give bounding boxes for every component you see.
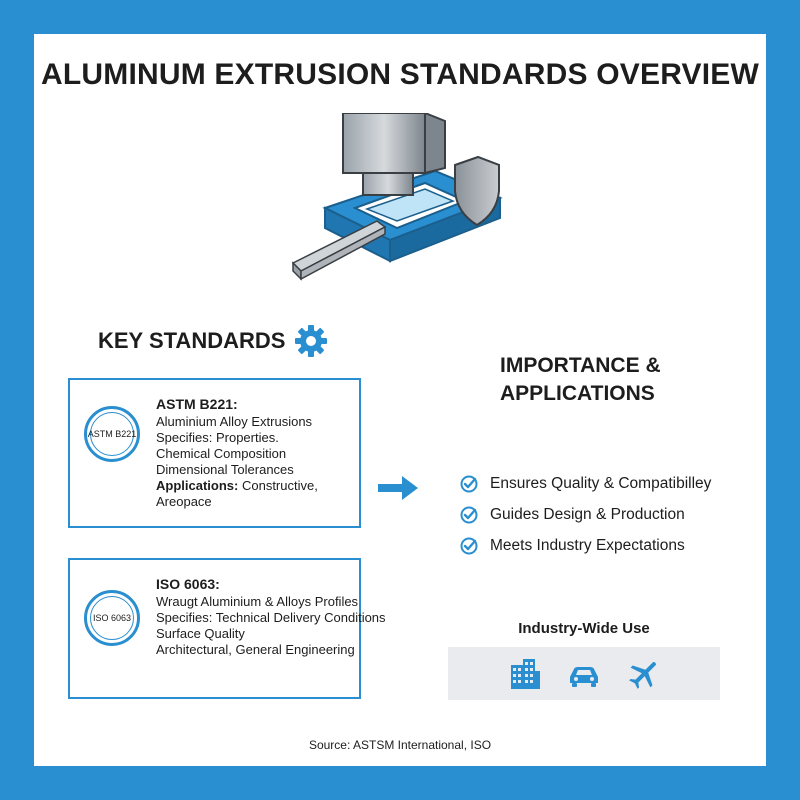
airplane-icon [627,657,661,691]
page-title: ALUMINUM EXTRUSION STANDARDS OVERVIEW [41,58,759,91]
standard-card-iso-6063 [68,558,386,699]
astm-applications-value: Constructive, [241,478,318,493]
importance-item-label: Meets Industry Expectations [490,536,685,554]
check-circle-icon [460,537,478,555]
importance-item-label: Guides Design & Production [490,505,685,523]
astm-line: Chemical Composition [156,446,287,461]
iso-line: Wraugt Aluminium & Alloys Profiles [156,594,359,609]
astm-badge [84,406,140,462]
astm-line: Specifies: Properties. [156,430,279,445]
astm-applications-line [156,478,318,494]
source-note: Source: ASTSM International, ISO [308,738,492,752]
astm-badge-label: ASTM B221 [87,429,137,439]
applications-label: Applications: [156,478,239,493]
iso-badge [84,590,140,646]
check-circle-icon [460,475,478,493]
extrusion-press-illustration [285,113,515,298]
importance-heading-line1: IMPORTANCE & [500,354,661,377]
importance-item [460,530,711,561]
arrow-right-icon [378,476,418,500]
importance-item [460,499,711,530]
standard-card-astm-b221 [68,378,361,528]
importance-item-label: Ensures Quality & Compatibilley [490,474,712,492]
importance-heading [500,352,720,408]
gear-icon [293,323,329,359]
industry-use-strip [448,647,720,700]
iso-line: Surface Quality [156,626,245,641]
astm-line: Areopace [156,494,212,509]
key-standards-heading [98,323,329,359]
iso-line: Architectural, General Engineering [156,642,355,657]
iso-line: Specifies: Technical Delivery Conditions [156,610,386,625]
astm-title: ASTM B221: [156,396,238,412]
iso-badge-label: ISO 6063 [92,613,132,623]
importance-item [460,468,711,499]
importance-heading-line2: APPLICATIONS [500,382,655,405]
car-icon [567,657,601,691]
iso-details [156,576,386,658]
key-standards-label: KEY STANDARDS [98,328,286,353]
importance-list [460,468,711,561]
astm-details [156,396,318,510]
industry-use-title: Industry-Wide Use [518,620,650,637]
building-icon [507,657,541,691]
check-circle-icon [460,506,478,524]
astm-line: Dimensional Tolerances [156,462,294,477]
astm-line: Aluminium Alloy Extrusions [156,414,313,429]
iso-title: ISO 6063: [156,576,220,592]
